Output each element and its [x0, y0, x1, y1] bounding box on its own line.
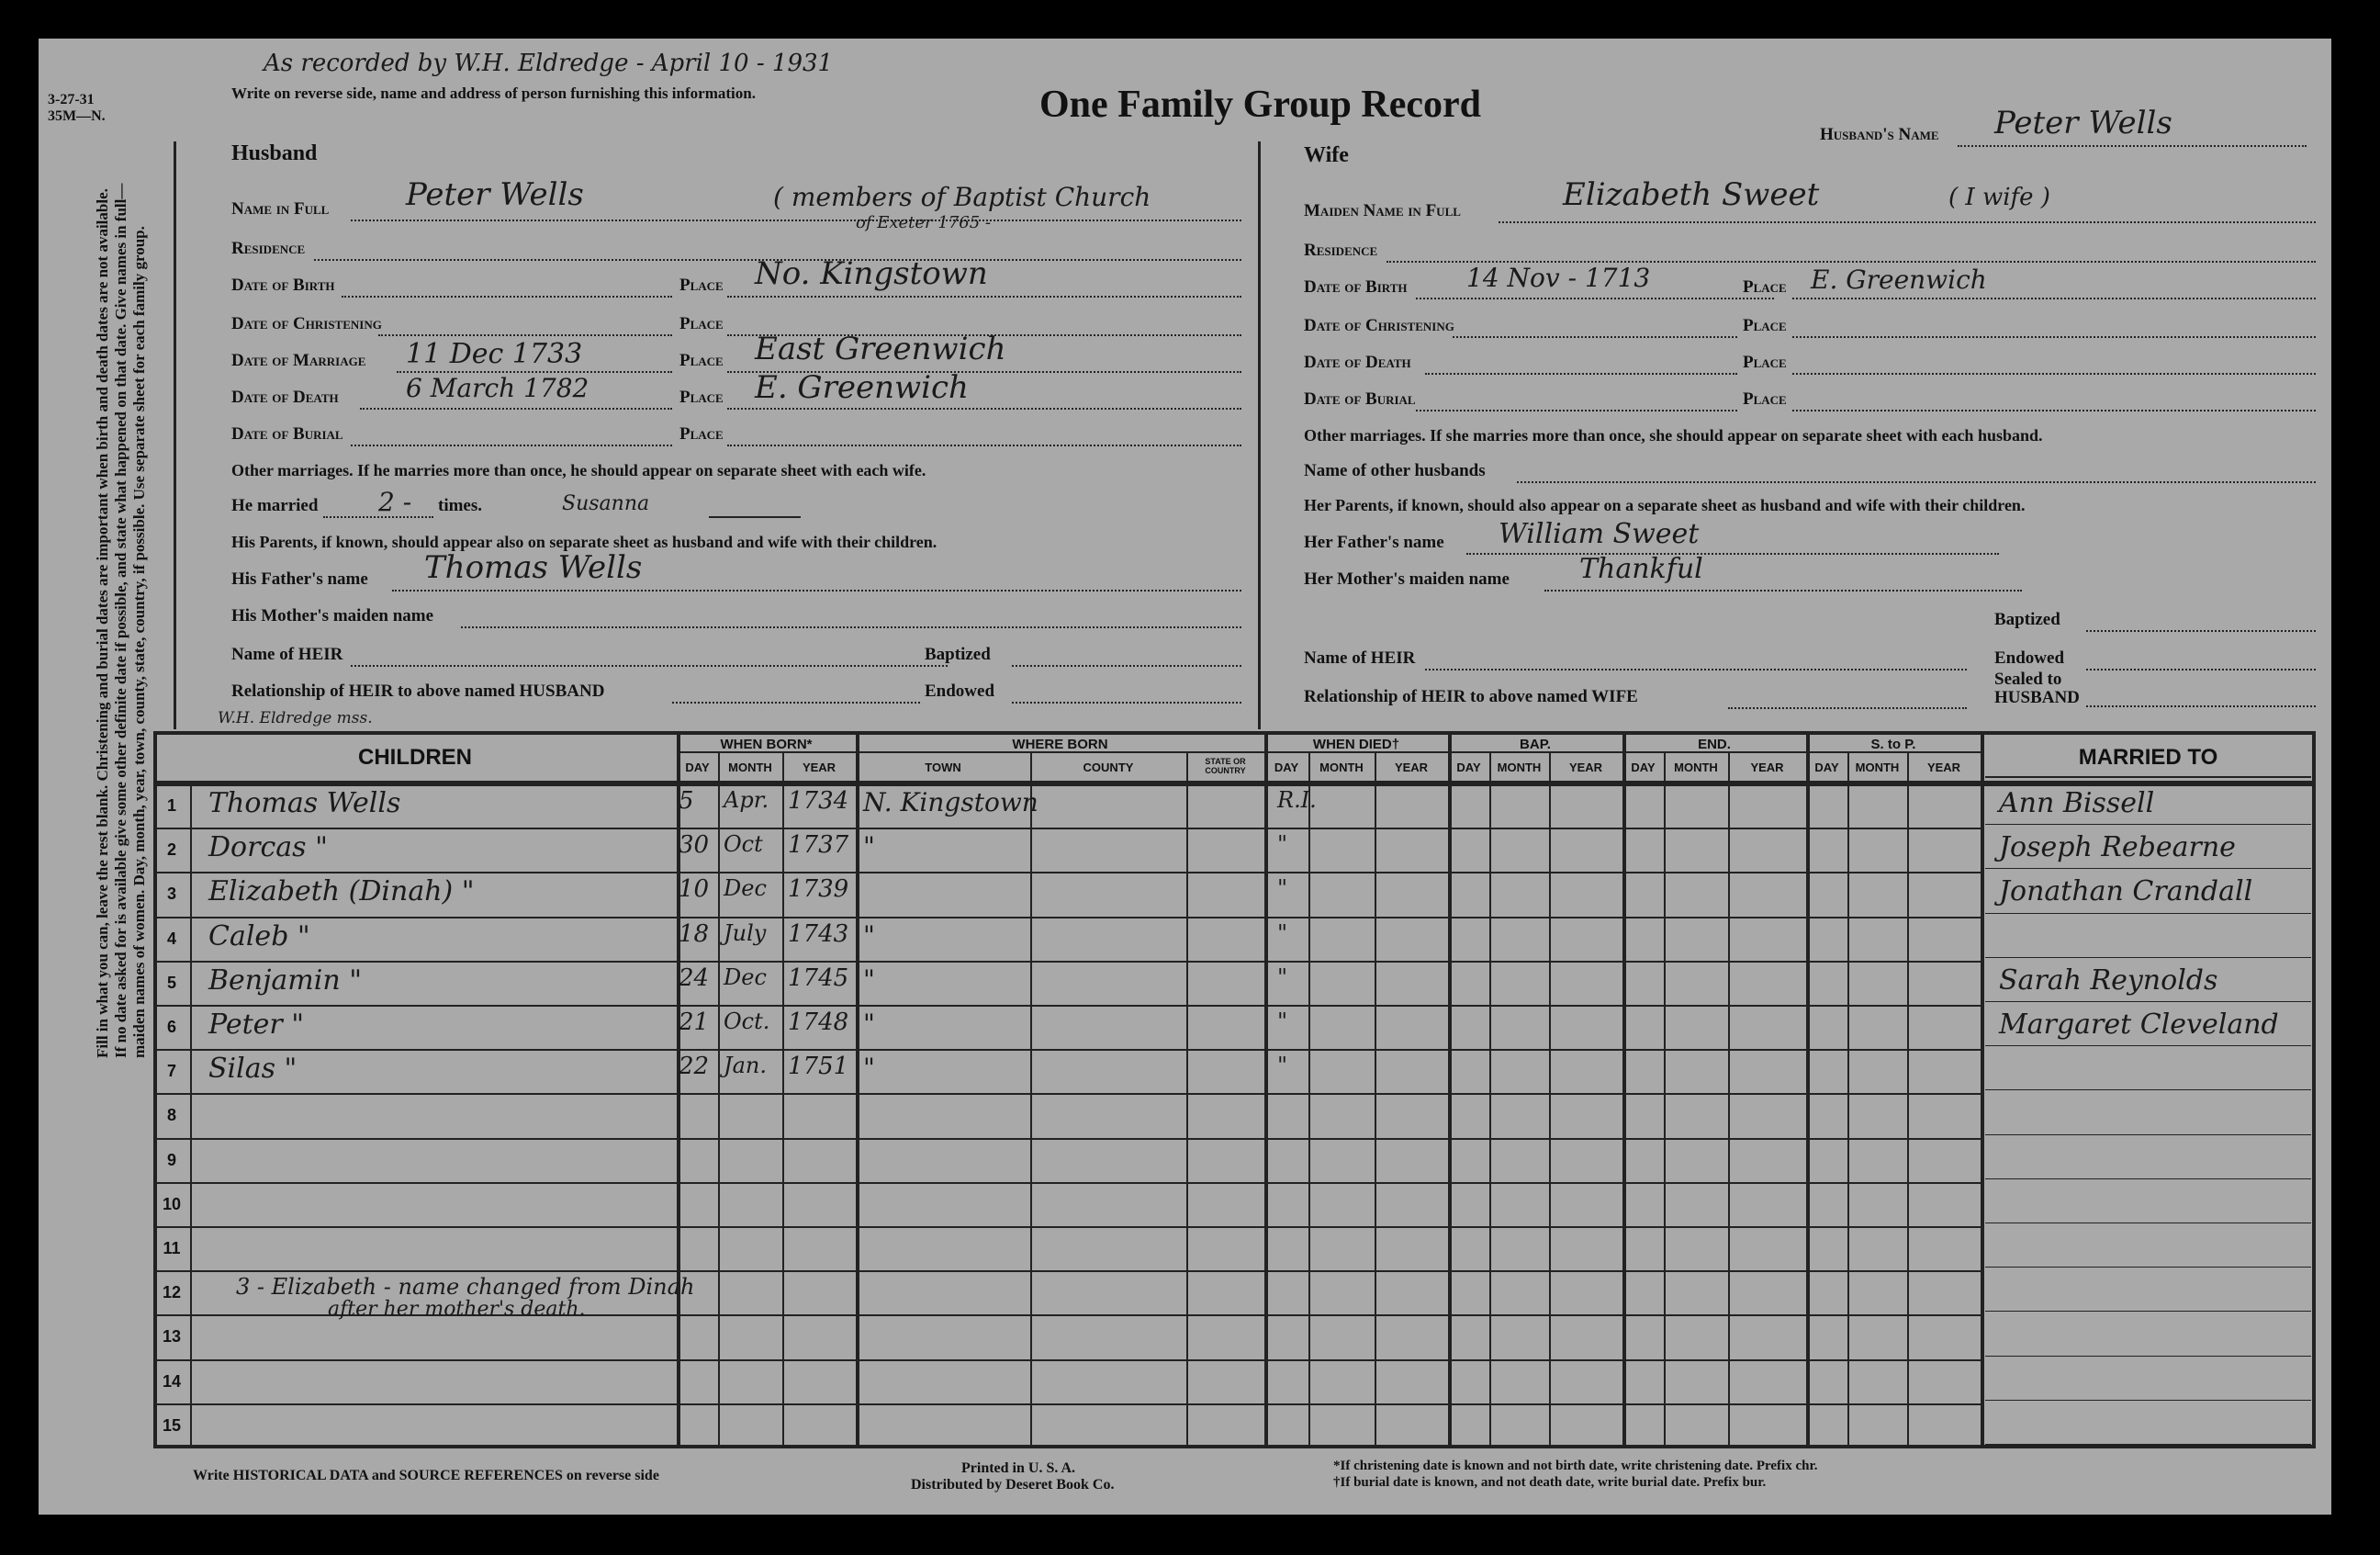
row-number: 9 — [166, 1150, 176, 1169]
husband-parents-note: His Parents, if known, should appear also on separate sheet as husband and wife with their children. — [231, 533, 937, 551]
husband-marriage-label: Date of Marriage — [231, 351, 366, 370]
husband-marriage-place-label: Place — [679, 351, 724, 370]
grid-line — [1985, 1356, 2311, 1357]
wife-birth-value: 14 Nov - 1713 — [1466, 263, 1651, 293]
row-number: 4 — [166, 929, 176, 948]
row-number: 3 — [166, 885, 176, 904]
husband-endowed-label: Endowed — [925, 682, 995, 701]
child-birth-state: " — [1277, 1053, 1288, 1079]
footer-center-1: Printed in U. S. A. — [961, 1460, 1076, 1476]
end-header: END. — [1698, 737, 1731, 752]
child-birth-year: 1748 — [788, 1008, 849, 1036]
wife-christening-label: Date of Christening — [1304, 316, 1454, 335]
grid-line — [1728, 751, 1730, 1448]
grid-line — [782, 751, 784, 1448]
page-title: One Family Group Record — [1039, 84, 1482, 126]
husband-birth-place-value: No. Kingstown — [755, 255, 988, 292]
child-birth-month: July — [724, 919, 767, 946]
husband-mother-label: His Mother's maiden name — [231, 606, 434, 625]
col-day-header: DAY — [1631, 761, 1656, 774]
child-birth-state: " — [1277, 831, 1288, 858]
grid-line — [1264, 731, 1268, 1448]
grid-line — [1985, 1311, 2311, 1312]
wife-sealed-label: Sealed to HUSBAND — [1994, 670, 2080, 707]
grid-line — [856, 731, 859, 1448]
family-group-record-card — [39, 39, 2331, 1515]
wife-name-note: ( I wife ) — [1948, 184, 2050, 211]
husbands-name-label: Husband's Name — [1820, 125, 1939, 144]
when-born-header: WHEN BORN* — [720, 737, 813, 752]
wife-other-husbands-label: Name of other husbands — [1304, 461, 1486, 480]
grid-line — [1985, 824, 2311, 825]
husband-father-label: His Father's name — [231, 569, 368, 589]
grid-line — [153, 872, 1981, 873]
footer-left: Write HISTORICAL DATA and SOURCE REFERENCES on reverse side — [193, 1468, 659, 1483]
footer-center-2: Distributed by Deseret Book Co. — [911, 1477, 1115, 1493]
children-header: CHILDREN — [358, 745, 472, 770]
col-year-header: YEAR — [1926, 761, 1961, 774]
child-name: Caleb " — [208, 919, 310, 952]
grid-line — [1985, 913, 2311, 914]
row-number: 7 — [166, 1062, 176, 1081]
husband-death-place-value: E. Greenwich — [755, 369, 969, 406]
row-number: 13 — [162, 1327, 182, 1347]
side-instructions: Fill in what you can, leave the rest blank. Christening and burial dates are important when birth and death dates are not available. If no date asked for is available give some other definite date if possible, and state what happened on that date. Give names in full—maiden names of women. Day, month, year, town, county, state, country, if possible. Use separate sheet for each family group. — [94, 183, 148, 1058]
grid-line — [153, 784, 2316, 786]
col-month-header: MONTH — [728, 761, 772, 774]
wife-christening-place-label: Place — [1743, 316, 1787, 335]
grid-line — [1806, 731, 1810, 1448]
col-state-header: STATE OR COUNTRY — [1205, 757, 1246, 775]
husband-death-place-label: Place — [679, 388, 724, 407]
grid-line — [1549, 751, 1551, 1448]
wife-father-value: William Sweet — [1499, 518, 1700, 550]
child-birth-state: " — [1277, 1008, 1288, 1034]
husband-times-value: Susanna — [562, 492, 650, 515]
grid-line — [153, 1445, 2316, 1448]
husband-married-label: He married — [231, 496, 319, 515]
wife-relationship-label: Relationship of HEIR to above named WIFE — [1304, 687, 1638, 706]
grid-line — [153, 917, 1981, 918]
grid-line — [1985, 1267, 2311, 1268]
husband-burial-label: Date of Burial — [231, 424, 343, 444]
child-birth-month: Oct — [724, 831, 763, 858]
grid-line — [153, 828, 1981, 829]
child-birth-year: 1737 — [788, 831, 849, 860]
grid-line — [153, 961, 1981, 963]
grid-line — [1375, 751, 1376, 1448]
grid-line — [1308, 751, 1310, 1448]
wife-mother-value: Thankful — [1579, 553, 1703, 585]
husband-name-note: ( members of Baptist Church — [773, 182, 1151, 212]
row-number: 10 — [162, 1194, 182, 1213]
child-birth-day: 24 — [679, 963, 710, 992]
row-number: 5 — [166, 973, 176, 992]
wife-parents-note: Her Parents, if known, should also appear on a separate sheet as husband and wife with their children. — [1304, 496, 2026, 514]
husband-residence-label: Residence — [231, 239, 306, 258]
child-birth-town: " — [863, 919, 875, 951]
child-birth-day: 21 — [679, 1008, 710, 1036]
child-birth-year: 1739 — [788, 875, 849, 904]
wife-birth-place-label: Place — [1743, 277, 1787, 297]
col-town-header: TOWN — [925, 761, 961, 774]
instructions-text: Write on reverse side, name and address of person furnishing this information. — [231, 85, 756, 102]
grid-line — [153, 731, 2316, 735]
husband-marriage-place-value: East Greenwich — [755, 331, 1006, 367]
grid-line — [2312, 731, 2316, 1448]
wife-residence-label: Residence — [1304, 241, 1378, 260]
wife-burial-place-label: Place — [1743, 389, 1787, 409]
child-birth-state: " — [1277, 919, 1288, 946]
col-month-header: MONTH — [1855, 761, 1900, 774]
husband-marriage-value: 11 Dec 1733 — [406, 338, 583, 370]
bap-header: BAP. — [1520, 737, 1551, 752]
table-note-line1: 3 - Elizabeth - name changed from Dinah — [236, 1274, 695, 1301]
wife-father-label: Her Father's name — [1304, 533, 1444, 552]
eldredge-note: W.H. Eldredge mss. — [218, 709, 373, 727]
wife-heading: Wife — [1304, 143, 1349, 167]
col-month-header: MONTH — [1319, 761, 1364, 774]
footer-right-1: *If christening date is known and not birth date, write christening date. Prefix chr. — [1333, 1459, 1818, 1473]
child-birth-state: " — [1277, 963, 1288, 990]
col-month-header: MONTH — [1674, 761, 1718, 774]
grid-line — [153, 1049, 1981, 1051]
col-day-header: DAY — [1814, 761, 1839, 774]
grid-line — [153, 1182, 1981, 1184]
table-note-line2: after her mother's death. — [328, 1298, 586, 1322]
grid-line — [1847, 751, 1849, 1448]
wife-name-label: Maiden Name in Full — [1304, 201, 1461, 220]
child-name: Peter " — [208, 1008, 305, 1041]
child-birth-town: " — [863, 1008, 875, 1039]
child-name: Benjamin " — [208, 963, 363, 997]
col-year-header: YEAR — [802, 761, 836, 774]
grid-line — [153, 1359, 1981, 1361]
husband-other-marriages: Other marriages. If he marries more than once, he should appear on separate sheet with each wife. — [231, 461, 926, 479]
child-spouse: Ann Bissell — [1999, 787, 2155, 819]
child-name: Silas " — [208, 1053, 298, 1086]
row-number: 14 — [162, 1371, 182, 1391]
grid-line — [1985, 1001, 2311, 1002]
husband-name-value: Peter Wells — [406, 176, 584, 213]
grid-line — [190, 783, 192, 1448]
child-birth-town: N. Kingstown — [863, 787, 1038, 817]
row-number: 15 — [162, 1415, 182, 1435]
grid-line — [1985, 1134, 2311, 1135]
wife-mother-label: Her Mother's maiden name — [1304, 569, 1510, 589]
col-day-header: DAY — [1274, 761, 1299, 774]
child-birth-month: Apr. — [724, 787, 769, 813]
child-birth-year: 1743 — [788, 919, 849, 948]
child-birth-day: 10 — [679, 875, 710, 904]
husband-relationship-label: Relationship of HEIR to above named HUSBAND — [231, 682, 605, 701]
grid-line — [718, 751, 720, 1448]
husband-heading: Husband — [231, 141, 318, 165]
wife-death-place-label: Place — [1743, 353, 1787, 372]
child-birth-state: " — [1277, 875, 1288, 902]
child-birth-day: 22 — [679, 1053, 710, 1081]
child-birth-month: Jan. — [724, 1053, 768, 1079]
husband-married-value: 2 - — [378, 487, 412, 517]
grid-line — [1030, 751, 1032, 1448]
child-birth-state: R.I. — [1277, 787, 1317, 813]
grid-line — [1448, 731, 1452, 1448]
col-day-header: DAY — [685, 761, 710, 774]
wife-birth-label: Date of Birth — [1304, 277, 1408, 297]
child-spouse: Sarah Reynolds — [1999, 963, 2218, 997]
wife-other-marriages: Other marriages. If she marries more than once, she should appear on separate sheet with each husband. — [1304, 426, 2043, 445]
grid-line — [1186, 751, 1188, 1448]
child-name: Elizabeth (Dinah) " — [208, 875, 475, 908]
husband-name-label: Name in Full — [231, 199, 330, 219]
grid-line — [1489, 751, 1491, 1448]
grid-line — [1981, 731, 1984, 1448]
grid-line — [1907, 751, 1909, 1448]
recorded-by-note: As recorded by W.H. Eldredge - April 10 - 1931 — [264, 50, 834, 77]
form-number: 3-27-31 35M—N. — [48, 92, 106, 124]
col-year-header: YEAR — [1394, 761, 1429, 774]
child-birth-year: 1745 — [788, 963, 849, 992]
col-day-header: DAY — [1456, 761, 1481, 774]
s-to-p-header: S. to P. — [1870, 737, 1916, 752]
grid-line — [1985, 868, 2311, 869]
grid-line — [1664, 751, 1666, 1448]
row-number: 1 — [166, 796, 176, 815]
row-number: 8 — [166, 1106, 176, 1125]
husbands-name-value: Peter Wells — [1994, 105, 2172, 141]
wife-birth-place-value: E. Greenwich — [1811, 265, 1987, 295]
husband-christening-place-label: Place — [679, 314, 724, 333]
wife-heir-label: Name of HEIR — [1304, 648, 1416, 668]
married-to-header: MARRIED TO — [2078, 745, 2218, 770]
grid-line — [153, 1403, 1981, 1405]
col-county-header: COUNTY — [1083, 761, 1134, 774]
child-birth-town: " — [863, 963, 875, 995]
child-spouse: Jonathan Crandall — [1999, 875, 2253, 908]
husband-death-value: 6 March 1782 — [406, 373, 589, 403]
wife-death-label: Date of Death — [1304, 353, 1411, 372]
grid-line — [1985, 1444, 2311, 1445]
wife-baptized-label: Baptized — [1994, 610, 2060, 629]
row-number: 11 — [163, 1239, 181, 1257]
husband-baptized-label: Baptized — [925, 645, 991, 664]
grid-line — [1985, 1045, 2311, 1046]
when-died-header: WHEN DIED† — [1312, 737, 1400, 752]
child-birth-month: Dec — [724, 875, 767, 902]
child-birth-month: Oct. — [724, 1008, 770, 1034]
wife-burial-label: Date of Burial — [1304, 389, 1416, 409]
grid-line — [153, 1226, 1981, 1228]
grid-line — [1622, 731, 1626, 1448]
child-birth-town: " — [863, 1053, 875, 1084]
child-birth-day: 18 — [679, 919, 710, 948]
child-birth-day: 5 — [679, 787, 694, 815]
child-name: Dorcas " — [208, 831, 328, 864]
grid-line — [153, 1093, 1981, 1095]
child-name: Thomas Wells — [208, 787, 401, 819]
child-birth-day: 30 — [679, 831, 710, 860]
wife-endowed-label: Endowed — [1994, 648, 2065, 668]
grid-line — [1985, 957, 2311, 958]
husband-times-label: times. — [438, 496, 483, 515]
row-number: 2 — [166, 840, 176, 860]
husband-heir-label: Name of HEIR — [231, 645, 343, 664]
grid-line — [1985, 776, 2311, 778]
child-spouse: Margaret Cleveland — [1999, 1008, 2279, 1041]
grid-line — [1985, 1400, 2311, 1401]
child-birth-year: 1734 — [788, 787, 849, 815]
col-year-header: YEAR — [1750, 761, 1784, 774]
husband-name-note2: of Exeter 1765 - — [856, 213, 991, 232]
child-birth-month: Dec — [724, 963, 767, 990]
husband-christening-label: Date of Christening — [231, 314, 382, 333]
children-table — [153, 731, 2316, 1448]
husband-birth-label: Date of Birth — [231, 276, 335, 295]
grid-line — [153, 1005, 1981, 1007]
row-number: 12 — [162, 1283, 182, 1302]
grid-line — [1985, 1178, 2311, 1179]
child-birth-year: 1751 — [788, 1053, 849, 1081]
child-spouse: Joseph Rebearne — [1999, 831, 2236, 864]
husband-father-value: Thomas Wells — [424, 549, 643, 586]
husband-death-label: Date of Death — [231, 388, 339, 407]
child-birth-town: " — [863, 831, 875, 862]
husband-burial-place-label: Place — [679, 424, 724, 444]
wife-name-value: Elizabeth Sweet — [1563, 176, 1820, 213]
grid-line — [153, 1138, 1981, 1140]
col-year-header: YEAR — [1568, 761, 1603, 774]
col-month-header: MONTH — [1497, 761, 1542, 774]
husband-birth-place-label: Place — [679, 276, 724, 295]
footer-right-2: †If burial date is known, and not death date, write burial date. Prefix bur. — [1333, 1475, 1767, 1490]
grid-line — [153, 1270, 1981, 1272]
where-born-header: WHERE BORN — [1012, 737, 1108, 752]
grid-line — [1985, 1089, 2311, 1090]
row-number: 6 — [166, 1018, 176, 1036]
